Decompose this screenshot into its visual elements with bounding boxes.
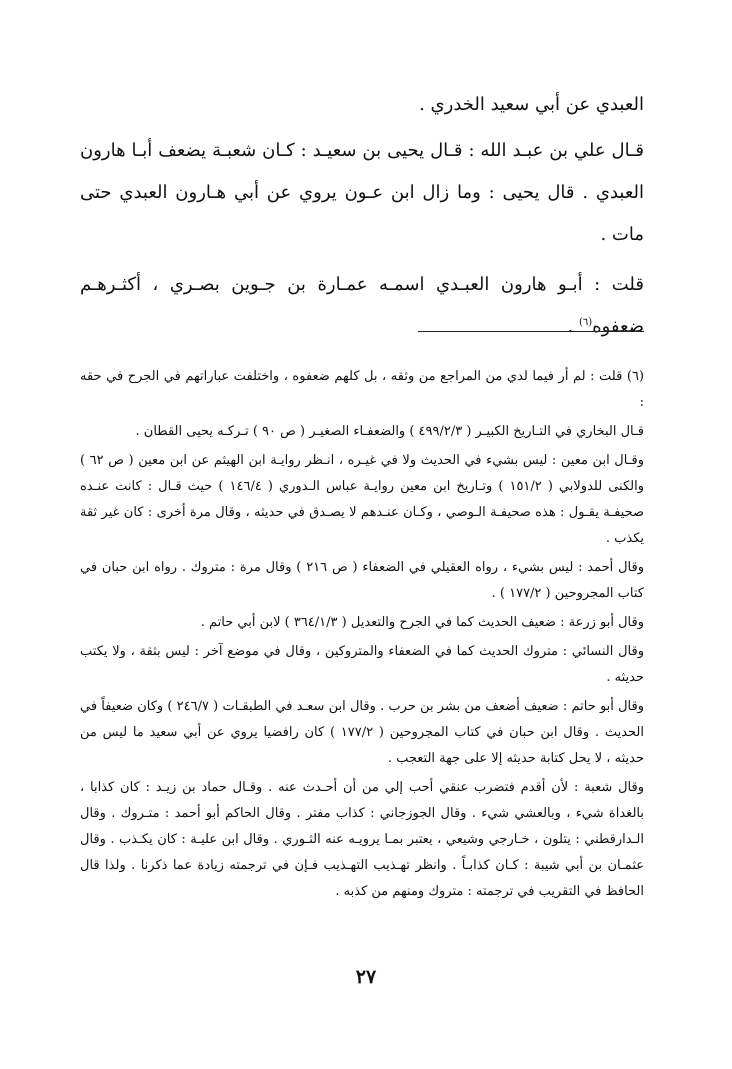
footnote-paragraph: قـال البخاري في التـاريخ الكبيـر ( ٤٩٩/٢/٣ ) والضعفـاء الصغيـر ( ص ٩٠ ) تـركـه يحيى القطان . (135, 424, 644, 439)
page-number: ٢٧ (355, 966, 377, 988)
main-text (80, 84, 644, 356)
footnote-paragraph: (٦) قلت : لم أر فيما لدي من المراجع من وثقه ، بل كلهم ضعفوه ، واختلفت عباراتهم في الجرح في حقه : (80, 369, 644, 410)
main-paragraph-text: قلت : أبـو هارون العبـدي اسمـه عمـارة بن جـوين بصـري ، أكثـرهـم ضعفوه (80, 274, 644, 337)
footnote-separator (418, 331, 644, 332)
footnote-paragraph: وقال أبو زرعة : ضعيف الحديث كما في الجرح والتعديل ( ٣٦٤/١/٣ ) لابن أبي حاتم . (200, 615, 644, 630)
footnote-paragraph: وقـال ابن معين : ليس بشيء في الحديث ولا في غيـره ، انـظر روايـة ابن الهيثم عن ابن معين ( ص ٦٢ ) والكنى للدولابي ( ١٥١/٢ ) وتـاريخ ابن معين روايـة عباس الـدوري ( ١٤٦/٤ ) حيث قـال : كانت عنـده صحيفـة يقـول : هذه صحيفـة الـوصي ، وكـان عنـدهم لا يصـدق في حديثه ، وقال مرة أخرى : كان غير ثقة يكذب . (80, 453, 644, 546)
main-paragraph-end: . (567, 316, 579, 337)
main-paragraph: العبدي عن أبي سعيد الخدري . (419, 94, 644, 115)
footnote-paragraph: وقال شعبة : لأن أقدم فتضرب عنقي أحب إلي من أن أحـدث عنه . وقـال حماد بن زيـد : كان كذابا ، بالغداة شيء ، وبالعشي شيء . وقال الجوزجاني : كذاب مفتر . وقال الحاكم أبو أحمد : متـروك . وقال الـدارقطني : يتلون ، خـارجي وشيعي ، يعتبر بمـا يرويـه عنه الثـوري . وقال ابن عليـة : كان يكـذب . وقال عثمـان بن أبي شيبة : كـان كذابـاً . وانظر تهـذيب التهـذيب فـإن في ترجمته زيادة عما ذكرنا . ولذا قال الحافظ في التقريب في ترجمته : متروك ومنهم من كذبه . (80, 780, 644, 899)
footnote-reference: (٦) (579, 317, 593, 328)
footnote-paragraph: وقال النسائي : متروك الحديث كما في الضعفاء والمتروكين ، وقال في موضع آخر : ليس بثقة ، ولا يكتب حديثه . (80, 644, 644, 685)
footnote-paragraph: وقال أبو حاتم : ضعيف أضعف من بشر بن حرب . وقال ابن سعـد في الطبقـات ( ٢٤٦/٧ ) وكان ضعيفاً في الحديث . وقال ابن حبان في كتاب المجروحين ( ١٧٧/٢ ) كان رافضيا يروي عن أبي سعيد ما ليس من حديثه ، لا يحل كتابة حديثه إلا على جهة التعجب . (80, 699, 644, 766)
footnotes (80, 364, 644, 908)
main-paragraph (80, 264, 644, 348)
footnote-paragraph: وقال أحمد : ليس بشيء ، رواه العقيلي في الضعفاء ( ص ٢١٦ ) وقال مرة : متروك . رواه ابن حبان في كتاب المجروحين ( ١٧٧/٢ ) . (80, 560, 644, 601)
main-paragraph: قـال علي بن عبـد الله : قـال يحيى بن سعيـد : كـان شعبـة يضعف أبـا هارون العبدي . قال يحيى : وما زال ابن عـون يروي عن أبي هـارون العبدي حتى مات . (80, 140, 644, 245)
